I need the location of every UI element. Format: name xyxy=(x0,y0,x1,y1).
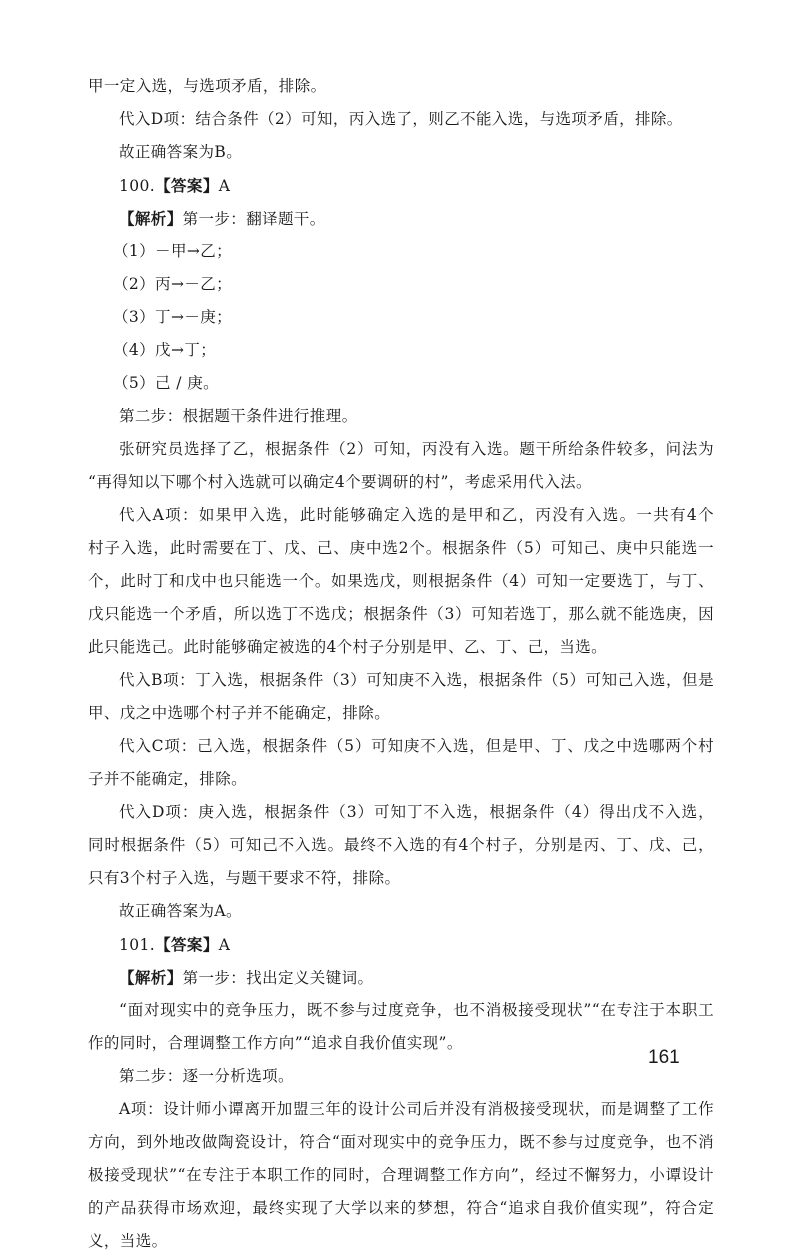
text-line: 作的同时，合理调整工作方向”“追求自我价值实现”。 xyxy=(88,1034,463,1052)
page-number: 161 xyxy=(648,1047,680,1068)
text-line: 代入D项：结合条件（2）可知，丙入选了，则乙不能入选，与选项矛盾，排除。 xyxy=(119,110,683,128)
text-line: 义，当选。 xyxy=(88,1232,168,1250)
text-line: A项：设计师小谭离开加盟三年的设计公司后并没有消极接受现状，而是调整了工作 xyxy=(119,1100,714,1118)
text-line: 村子入选，此时需要在丁、戊、己、庚中选2个。根据条件（5）可知己、庚中只能选一 xyxy=(88,539,714,557)
text-line: 戊只能选一个矛盾，所以选丁不选戊；根据条件（3）可知若选丁，那么就不能选庚，因 xyxy=(88,605,714,623)
text-line: “再得知以下哪个村入选就可以确定4个要调研的村”，考虑采用代入法。 xyxy=(88,473,592,491)
text-line: 故正确答案为B。 xyxy=(119,143,243,161)
section-marker: 【解析】 xyxy=(119,209,183,228)
text-line: 第二步：根据题干条件进行推理。 xyxy=(119,407,358,425)
text-line: 张研究员选择了乙，根据条件（2）可知，丙没有入选。题干所给条件较多，问法为 xyxy=(119,440,714,458)
text-line: 【解析】第一步：找出定义关键词。 xyxy=(119,968,374,987)
text-line: 代入B项：丁入选，根据条件（3）可知庚不入选，根据条件（5）可知己入选，但是 xyxy=(119,671,714,689)
text-line: 故正确答案为A。 xyxy=(119,902,242,920)
section-marker: 【答案】 xyxy=(155,935,219,954)
text-line: 代入D项：庚入选，根据条件（3）可知丁不入选，根据条件（4）得出戊不入选， xyxy=(119,803,714,821)
text-line: 代入A项：如果甲入选，此时能够确定入选的是甲和乙，丙没有入选。一共有4个 xyxy=(119,506,714,524)
text-line: （2）丙→－乙； xyxy=(113,275,233,293)
text-line: 【解析】第一步：翻译题干。 xyxy=(119,209,326,228)
text-line: （5）己 / 庚。 xyxy=(113,374,220,392)
text-line: （1）－甲→乙； xyxy=(113,242,233,260)
text-line: 方向，到外地改做陶瓷设计，符合“面对现实中的竞争压力，既不参与过度竞争，也不消 xyxy=(88,1133,714,1151)
page-body xyxy=(88,70,714,1258)
text-line: 极接受现状”“在专注于本职工作的同时，合理调整工作方向”，经过不懈努力，小谭设计 xyxy=(88,1166,714,1184)
text-line: 代入C项：己入选，根据条件（5）可知庚不入选，但是甲、丁、戊之中选哪两个村 xyxy=(119,737,714,755)
text-line: 此只能选己。此时能够确定被选的4个村子分别是甲、乙、丁、己，当选。 xyxy=(88,638,608,656)
text-line: 的产品获得市场欢迎，最终实现了大学以来的梦想，符合“追求自我价值实现”，符合定 xyxy=(88,1199,714,1217)
text-line: 甲、戊之中选哪个村子并不能确定，排除。 xyxy=(88,704,391,722)
section-marker: 【答案】 xyxy=(155,176,219,195)
text-line: 只有3个村子入选，与题干要求不符，排除。 xyxy=(88,869,401,887)
text-line: （3）丁→－庚； xyxy=(113,308,233,326)
text-line: （4）戊→丁； xyxy=(113,341,217,359)
text-line: “面对现实中的竞争压力，既不参与过度竞争，也不消极接受现状”“在专注于本职工 xyxy=(119,1001,714,1019)
text-line: 子并不能确定，排除。 xyxy=(88,770,248,788)
text-line: 101.【答案】A xyxy=(119,935,231,954)
text-line: 个，此时丁和戊中也只能选一个。如果选戊，则根据条件（4）可知一定要选丁，与丁、 xyxy=(88,572,714,590)
text-line: 同时根据条件（5）可知己不入选。最终不入选的有4个村子，分别是丙、丁、戊、己， xyxy=(88,836,714,854)
text-line: 第二步：逐一分析选项。 xyxy=(119,1067,294,1085)
section-marker: 【解析】 xyxy=(119,968,183,987)
text-line: 甲一定入选，与选项矛盾，排除。 xyxy=(88,77,327,95)
text-line: 100.【答案】A xyxy=(119,176,231,195)
